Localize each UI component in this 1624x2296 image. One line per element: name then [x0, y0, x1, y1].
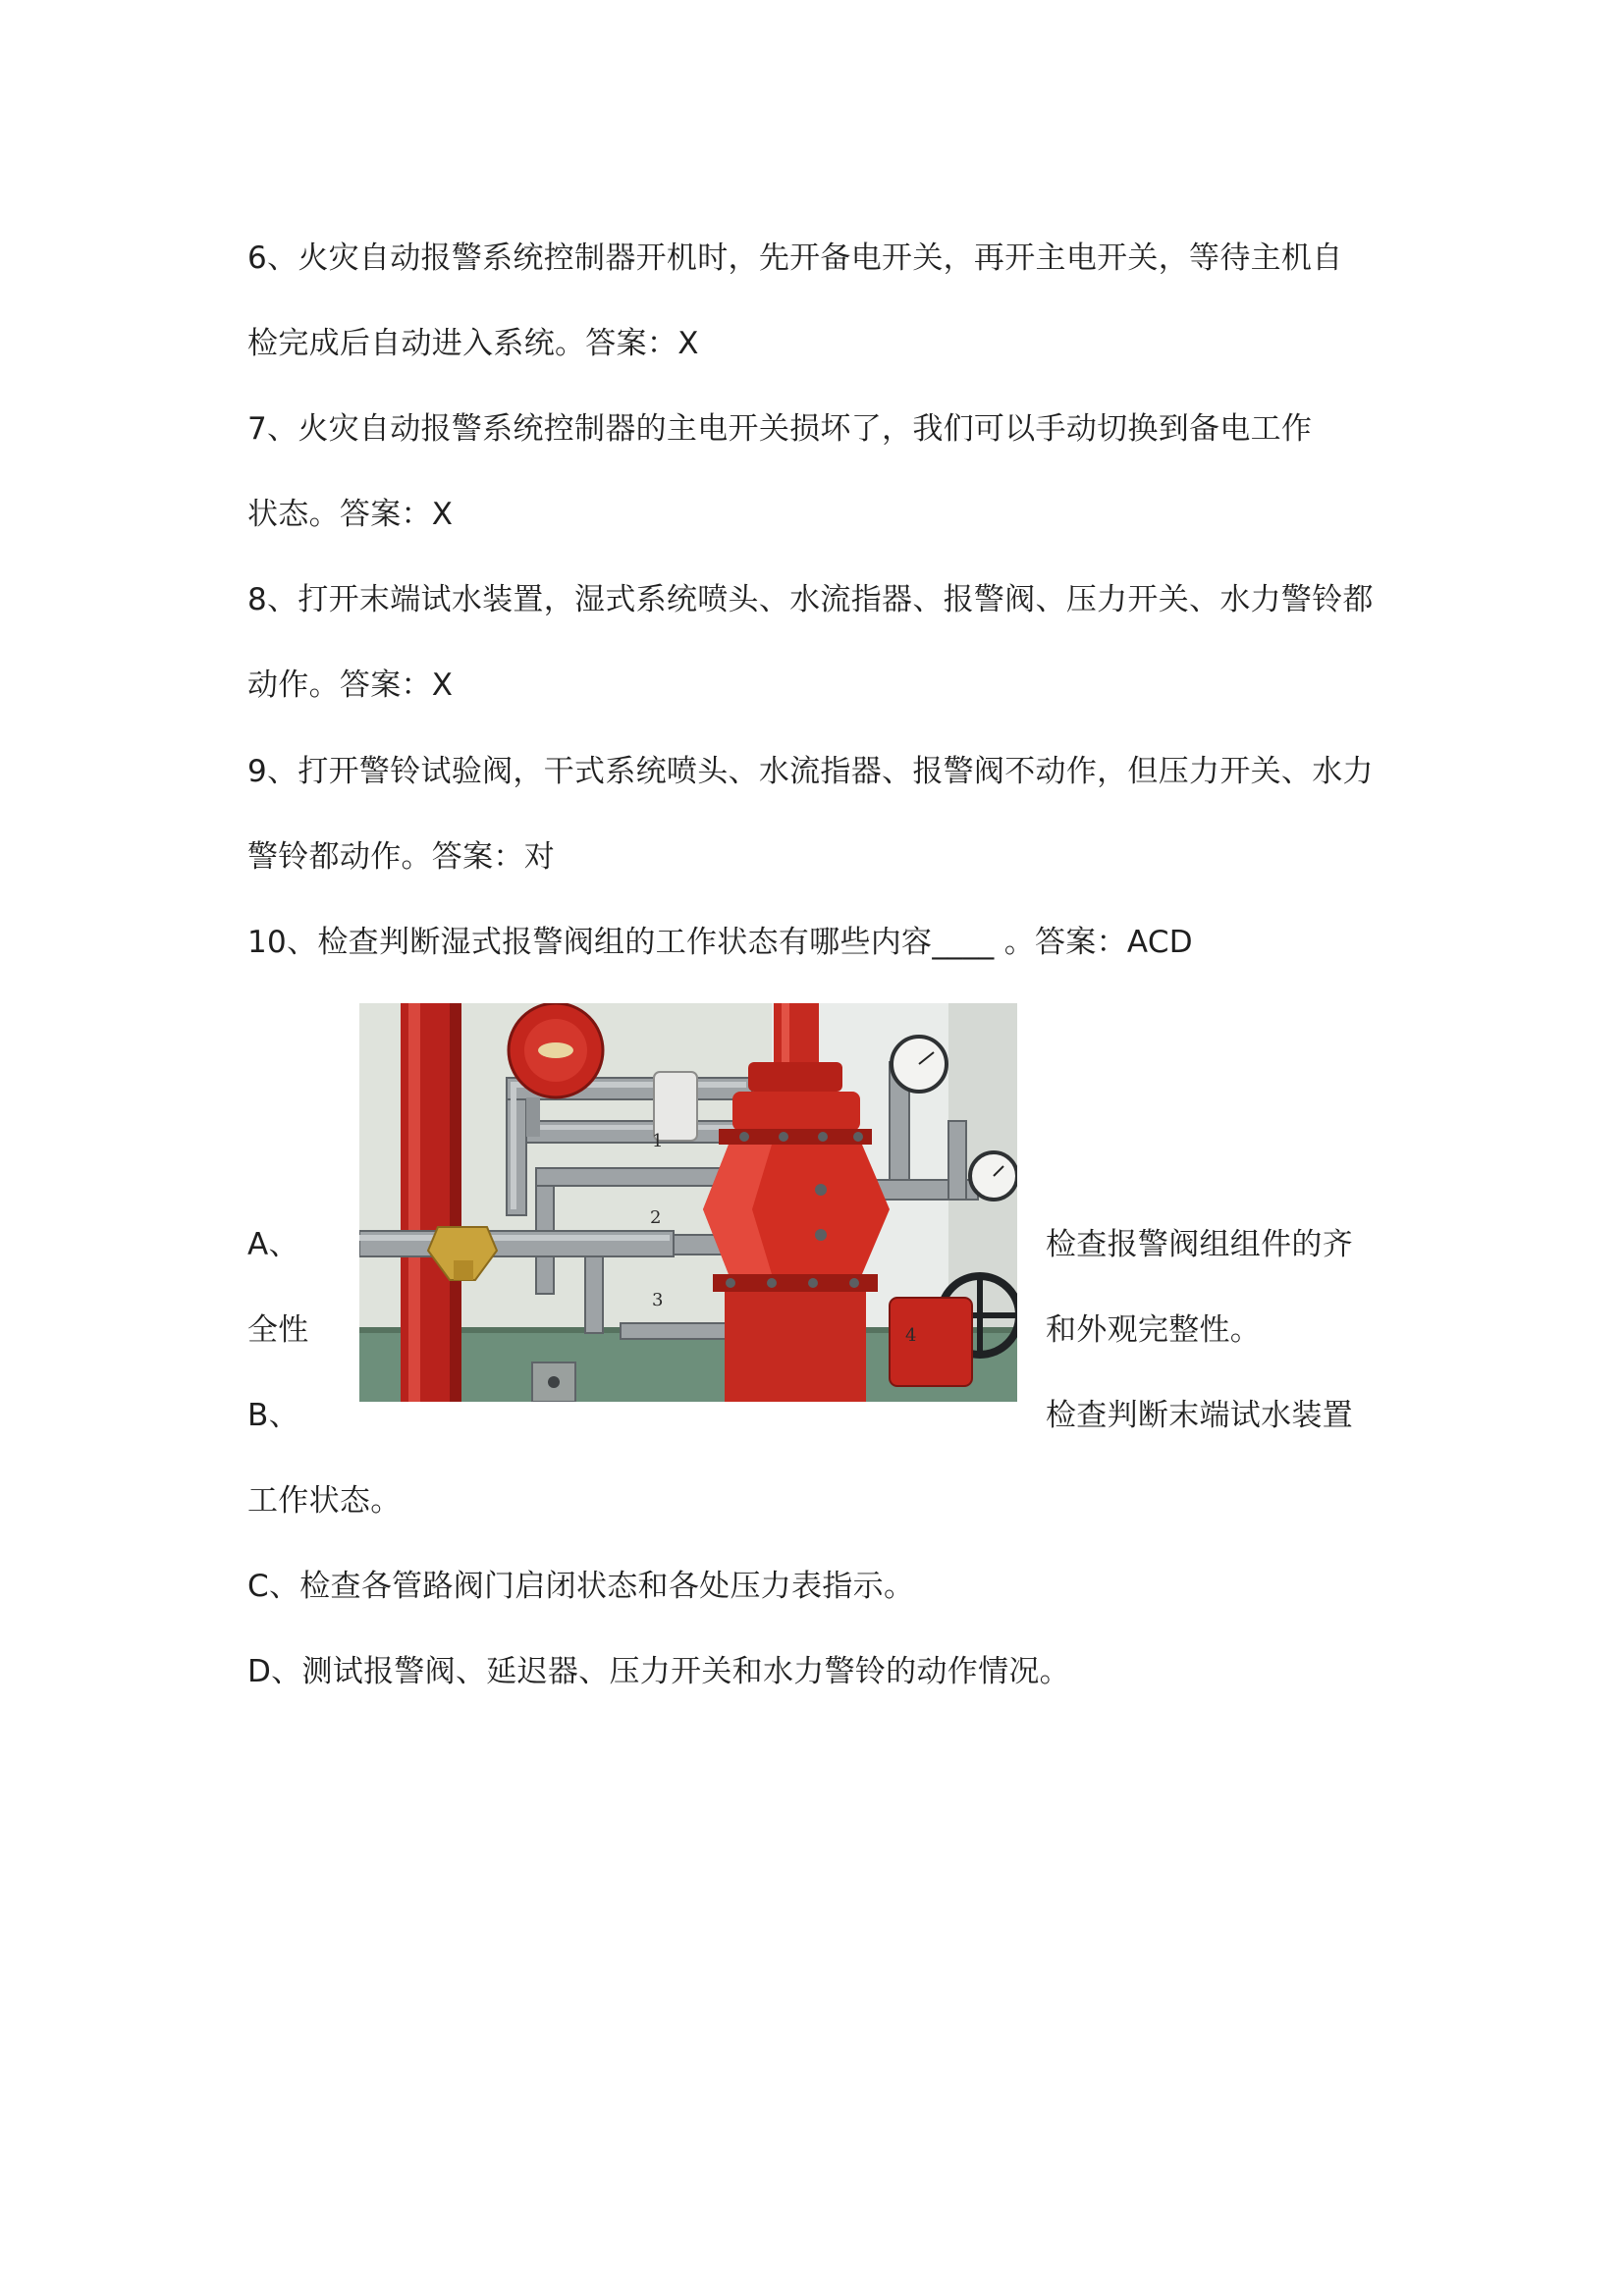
- photo-label-2: 2: [650, 1207, 662, 1228]
- q9-line1: 9、打开警铃试验阀，干式系统喷头、水流指器、报警阀不动作，但压力开关、水力: [247, 754, 1374, 789]
- option-c: C、检查各管路阀门启闭状态和各处压力表指示。: [247, 1569, 915, 1604]
- photo-label-1: 1: [652, 1131, 664, 1151]
- option-a-prefix: A、: [247, 1227, 299, 1262]
- q8-line1: 8、打开末端试水装置，湿式系统喷头、水流指器、报警阀、压力开关、水力警铃都: [247, 582, 1374, 617]
- option-b-text-line1: 检查判断末端试水装置: [1046, 1398, 1353, 1433]
- q9-line2: 警铃都动作。答案：对: [247, 839, 555, 875]
- q7-line1: 7、火灾自动报警系统控制器的主电开关损坏了，我们可以手动切换到备电工作: [247, 411, 1313, 447]
- option-b-prefix: B、: [247, 1398, 299, 1433]
- photo-label-3: 3: [652, 1290, 664, 1310]
- option-a-text-left-line2: 全性: [247, 1312, 309, 1348]
- alarm-valve-group-photo: [359, 1003, 1017, 1402]
- q8-line2: 动作。答案：X: [247, 667, 454, 703]
- option-d: D、测试报警阀、延迟器、压力开关和水力警铃的动作情况。: [247, 1654, 1070, 1689]
- photo-label-4: 4: [905, 1325, 917, 1346]
- q7-line2: 状态。答案：X: [247, 497, 454, 532]
- q10-line1: 10、检查判断湿式报警阀组的工作状态有哪些内容____ 。答案：ACD: [247, 925, 1193, 960]
- option-b-text-line2: 工作状态。: [247, 1483, 402, 1519]
- q6-line1: 6、火灾自动报警系统控制器开机时，先开备电开关，再开主电开关，等待主机自: [247, 240, 1343, 276]
- option-a-text-line2: 和外观完整性。: [1046, 1312, 1262, 1348]
- q6-line2: 检完成后自动进入系统。答案：X: [247, 326, 699, 361]
- option-a-text-line1: 检查报警阀组组件的齐: [1046, 1227, 1353, 1262]
